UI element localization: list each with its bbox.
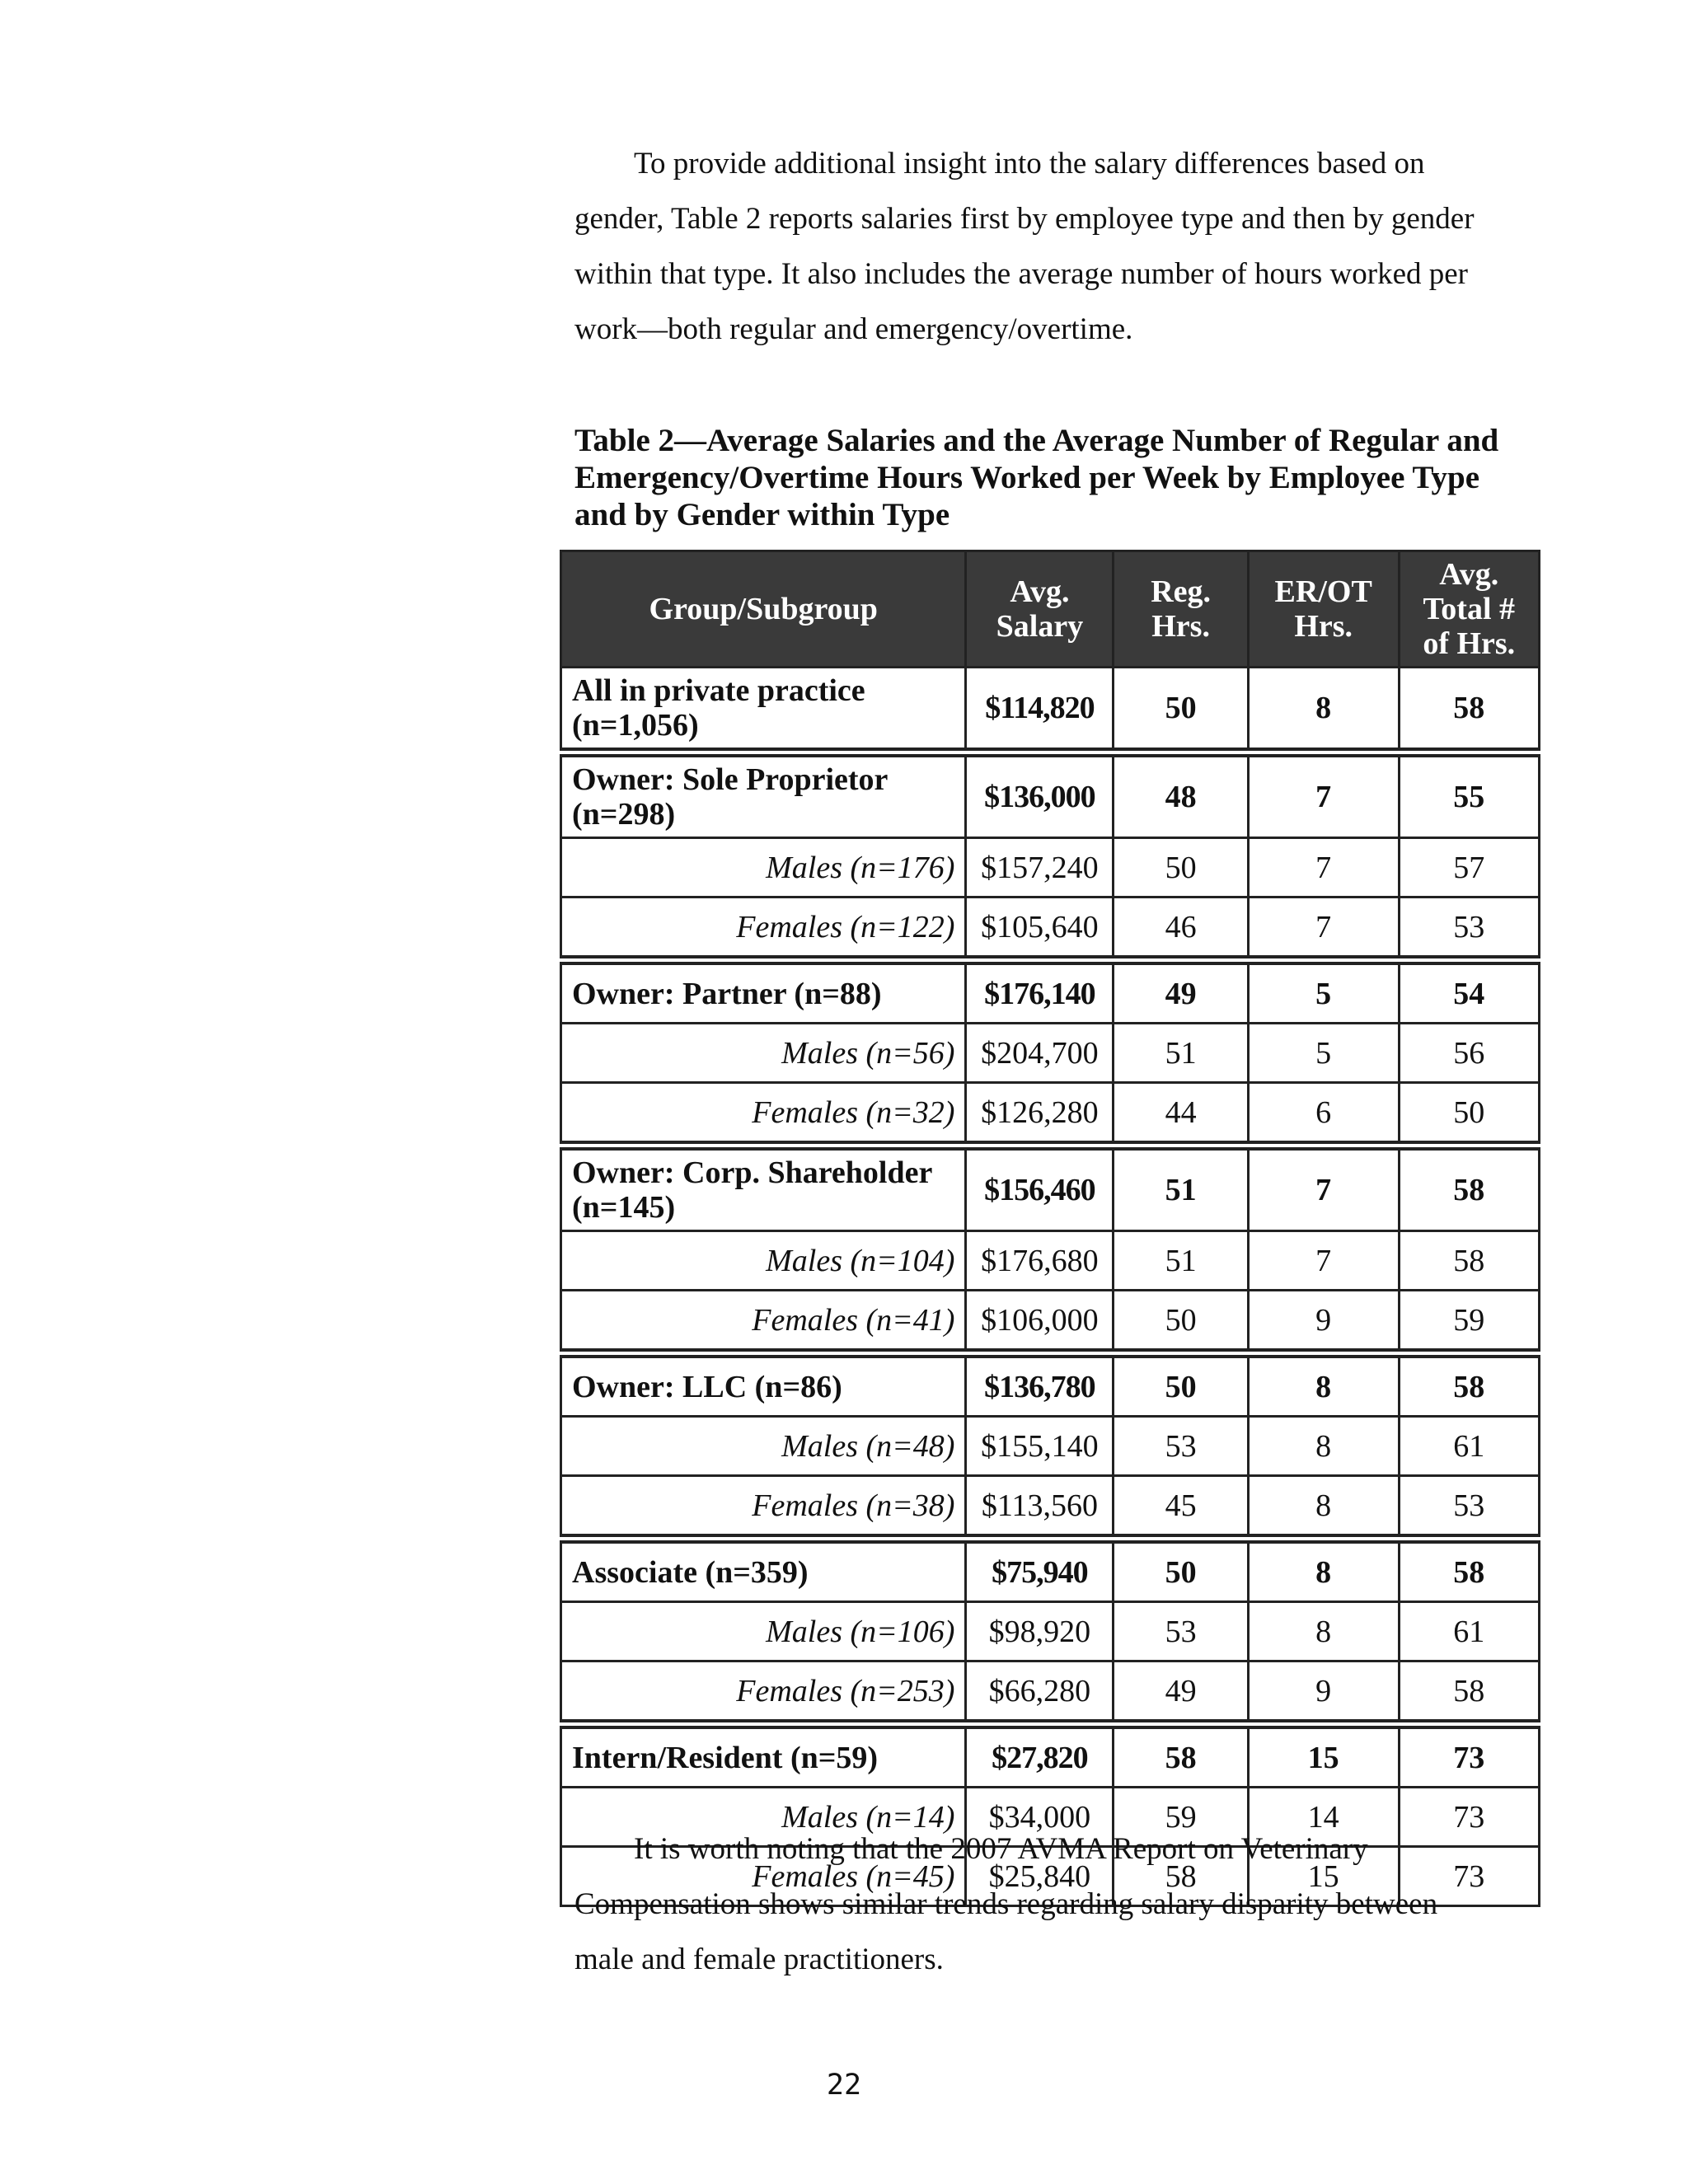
row-salary: $155,140	[966, 1417, 1114, 1476]
row-label: Males (n=176)	[561, 838, 966, 898]
row-label: Females (n=32)	[561, 1083, 966, 1146]
row-reg-hours: 51	[1114, 1024, 1248, 1083]
row-label: All in private practice (n=1,056)	[561, 668, 966, 753]
row-reg-hours: 58	[1114, 1847, 1248, 1906]
row-salary: $157,240	[966, 838, 1114, 898]
row-reg-hours: 50	[1114, 838, 1248, 898]
row-label: Intern/Resident (n=59)	[561, 1724, 966, 1788]
row-label: Associate (n=359)	[561, 1539, 966, 1602]
table-row-subgroup	[561, 1417, 1540, 1476]
row-label: Females (n=45)	[561, 1847, 966, 1906]
row-label: Males (n=56)	[561, 1024, 966, 1083]
row-reg-hours: 50	[1114, 1353, 1248, 1417]
header-group: Group/Subgroup	[561, 551, 966, 668]
table-caption: Table 2—Average Salaries and the Average Number of Regular and Emergency/Overtime Hours Worked per Week by Employee Type and by Gender within Type	[574, 423, 1499, 532]
row-salary: $114,820	[966, 668, 1114, 753]
row-reg-hours: 53	[1114, 1417, 1248, 1476]
row-label: Females (n=253)	[561, 1661, 966, 1725]
row-erot-hours: 6	[1248, 1083, 1399, 1146]
row-total-hours: 53	[1399, 1476, 1540, 1540]
salary-hours-table	[560, 550, 1540, 1907]
row-erot-hours: 5	[1248, 1024, 1399, 1083]
table-row-group	[561, 1724, 1540, 1788]
row-reg-hours: 51	[1114, 1146, 1248, 1231]
intro-paragraph: To provide additional insight into the salary differences based on gender, Table 2 reports salaries first by employee type and then by gender within that type. It also includes the average number of hours worked per work—both regular and emergency/overtime.	[574, 147, 1475, 346]
row-label: Owner: Corp. Shareholder (n=145)	[561, 1146, 966, 1231]
row-label: Females (n=38)	[561, 1476, 966, 1540]
row-salary: $113,560	[966, 1476, 1114, 1540]
row-total-hours: 58	[1399, 1661, 1540, 1725]
row-salary: $176,140	[966, 960, 1114, 1024]
page-number: 22	[826, 2069, 862, 2102]
row-label: Males (n=106)	[561, 1602, 966, 1661]
row-erot-hours: 9	[1248, 1291, 1399, 1354]
row-reg-hours: 50	[1114, 1539, 1248, 1602]
table-row-subgroup	[561, 1024, 1540, 1083]
header-erot-hours: ER/OT Hrs.	[1248, 551, 1399, 668]
row-reg-hours: 49	[1114, 960, 1248, 1024]
row-salary: $27,820	[966, 1724, 1114, 1788]
table-header-row	[561, 551, 1540, 668]
table-row-group	[561, 668, 1540, 753]
row-label: Owner: LLC (n=86)	[561, 1353, 966, 1417]
row-total-hours: 73	[1399, 1724, 1540, 1788]
table-row-group	[561, 1539, 1540, 1602]
row-reg-hours: 49	[1114, 1661, 1248, 1725]
row-erot-hours: 7	[1248, 898, 1399, 961]
table-row-group	[561, 1146, 1540, 1231]
row-salary: $98,920	[966, 1602, 1114, 1661]
row-salary: $156,460	[966, 1146, 1114, 1231]
row-salary: $136,000	[966, 752, 1114, 838]
table-row-group	[561, 1353, 1540, 1417]
row-erot-hours: 7	[1248, 838, 1399, 898]
row-reg-hours: 44	[1114, 1083, 1248, 1146]
row-total-hours: 53	[1399, 898, 1540, 961]
table-row-group	[561, 960, 1540, 1024]
row-erot-hours: 7	[1248, 1146, 1399, 1231]
row-reg-hours: 46	[1114, 898, 1248, 961]
row-salary: $75,940	[966, 1539, 1114, 1602]
row-erot-hours: 9	[1248, 1661, 1399, 1725]
row-reg-hours: 53	[1114, 1602, 1248, 1661]
row-salary: $204,700	[966, 1024, 1114, 1083]
table-row-subgroup	[561, 838, 1540, 898]
row-erot-hours: 5	[1248, 960, 1399, 1024]
row-total-hours: 61	[1399, 1417, 1540, 1476]
row-total-hours: 61	[1399, 1602, 1540, 1661]
row-total-hours: 57	[1399, 838, 1540, 898]
row-total-hours: 54	[1399, 960, 1540, 1024]
row-erot-hours: 8	[1248, 1353, 1399, 1417]
table-row-subgroup	[561, 1291, 1540, 1354]
table-row-subgroup	[561, 898, 1540, 961]
table-row-subgroup	[561, 1476, 1540, 1540]
row-reg-hours: 59	[1114, 1788, 1248, 1847]
row-erot-hours: 15	[1248, 1724, 1399, 1788]
row-reg-hours: 48	[1114, 752, 1248, 838]
row-total-hours: 58	[1399, 668, 1540, 753]
row-reg-hours: 50	[1114, 668, 1248, 753]
row-salary: $106,000	[966, 1291, 1114, 1354]
row-erot-hours: 15	[1248, 1847, 1399, 1906]
row-reg-hours: 50	[1114, 1291, 1248, 1354]
table-row-subgroup	[561, 1602, 1540, 1661]
row-label: Females (n=41)	[561, 1291, 966, 1354]
row-label: Owner: Sole Proprietor (n=298)	[561, 752, 966, 838]
row-label: Owner: Partner (n=88)	[561, 960, 966, 1024]
row-salary: $66,280	[966, 1661, 1114, 1725]
row-salary: $176,680	[966, 1231, 1114, 1291]
row-erot-hours: 7	[1248, 752, 1399, 838]
row-total-hours: 58	[1399, 1539, 1540, 1602]
row-label: Females (n=122)	[561, 898, 966, 961]
table-row-subgroup	[561, 1231, 1540, 1291]
table-row-subgroup	[561, 1083, 1540, 1146]
row-total-hours: 58	[1399, 1146, 1540, 1231]
row-erot-hours: 8	[1248, 1539, 1399, 1602]
row-total-hours: 58	[1399, 1353, 1540, 1417]
row-salary: $25,840	[966, 1847, 1114, 1906]
row-erot-hours: 8	[1248, 1476, 1399, 1540]
row-erot-hours: 8	[1248, 1602, 1399, 1661]
row-total-hours: 59	[1399, 1291, 1540, 1354]
row-total-hours: 56	[1399, 1024, 1540, 1083]
row-salary: $105,640	[966, 898, 1114, 961]
row-erot-hours: 14	[1248, 1788, 1399, 1847]
row-total-hours: 55	[1399, 752, 1540, 838]
row-reg-hours: 51	[1114, 1231, 1248, 1291]
row-salary: $136,780	[966, 1353, 1114, 1417]
row-total-hours: 73	[1399, 1847, 1540, 1906]
row-erot-hours: 8	[1248, 668, 1399, 753]
row-label: Males (n=48)	[561, 1417, 966, 1476]
header-total-hours: Avg. Total # of Hrs.	[1399, 551, 1540, 668]
row-total-hours: 50	[1399, 1083, 1540, 1146]
table-row-subgroup	[561, 1661, 1540, 1725]
row-erot-hours: 8	[1248, 1417, 1399, 1476]
row-reg-hours: 58	[1114, 1724, 1248, 1788]
row-label: Males (n=14)	[561, 1788, 966, 1847]
row-label: Males (n=104)	[561, 1231, 966, 1291]
row-reg-hours: 45	[1114, 1476, 1248, 1540]
closing-paragraph: It is worth noting that the 2007 AVMA Report on Veterinary Compensation shows similar trends regarding salary disparity between male and female practitioners.	[574, 1832, 1438, 1976]
header-reg-hours: Reg. Hrs.	[1114, 551, 1248, 668]
row-salary: $126,280	[966, 1083, 1114, 1146]
row-salary: $34,000	[966, 1788, 1114, 1847]
header-salary: Avg. Salary	[966, 551, 1114, 668]
row-total-hours: 58	[1399, 1231, 1540, 1291]
row-erot-hours: 7	[1248, 1231, 1399, 1291]
row-total-hours: 73	[1399, 1788, 1540, 1847]
table-row-group	[561, 752, 1540, 838]
